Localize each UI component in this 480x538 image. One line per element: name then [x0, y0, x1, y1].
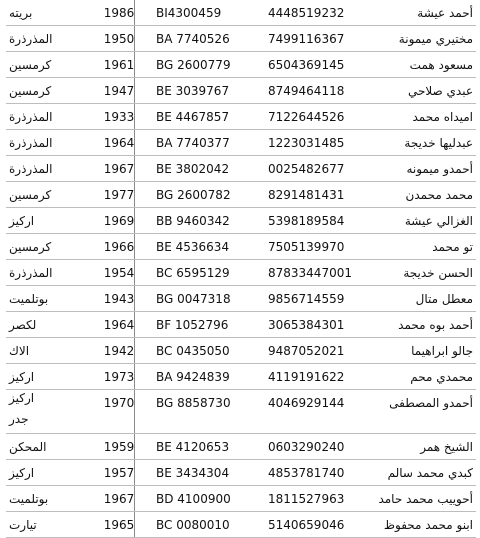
birthplace-cell: المذرذرة — [9, 110, 53, 124]
birthplace-cell: بوتلميت — [9, 292, 49, 306]
document-number-cell: BE 3039767 — [156, 84, 230, 98]
birth-year-cell: 1933 — [103, 110, 135, 124]
birthplace-cell: المحكن — [9, 440, 47, 454]
full-name-cell: الغزالي عيشة — [404, 214, 473, 228]
birth-year-cell: 1964 — [103, 318, 135, 332]
birthplace-cell: كرمسين — [9, 188, 52, 202]
document-number-cell: BE 3434304 — [156, 466, 230, 480]
document-number-cell: BE 4536634 — [156, 240, 230, 254]
table-row — [6, 78, 476, 104]
document-number-cell: BF 1052796 — [156, 318, 229, 332]
birth-year-cell: 1942 — [103, 344, 135, 358]
full-name-cell: أحوييب محمد حامد — [378, 492, 473, 506]
table-row — [6, 0, 476, 26]
full-name-cell: كبدي محمد سالم — [387, 466, 473, 480]
full-name-cell: معطل متال — [415, 292, 473, 306]
birthplace-cell: المذرذرة — [9, 162, 53, 176]
full-name-cell: تو محمد — [432, 240, 473, 254]
birth-year-cell: 1966 — [103, 240, 135, 254]
birth-year-cell: 1986 — [103, 6, 135, 20]
birth-year-cell: 1961 — [103, 58, 135, 72]
table-row — [6, 512, 476, 538]
birth-year-cell: 1969 — [103, 214, 135, 228]
document-number-cell: BA 7740377 — [156, 136, 230, 150]
full-name-cell: محمد محمدن — [405, 188, 473, 202]
table-row — [6, 260, 476, 286]
full-name-cell: الحسن خديجة — [403, 266, 473, 280]
birthplace-cell: بريته — [9, 6, 33, 20]
birth-year-cell: 1967 — [103, 492, 135, 506]
document-number-cell: BC 0080010 — [156, 518, 230, 532]
national-id-cell: 0603290240 — [268, 440, 345, 454]
document-number-cell: BG 8858730 — [156, 396, 231, 410]
birthplace-cell: المذرذرة — [9, 266, 53, 280]
birthplace-cell: المذرذرة — [9, 136, 53, 150]
birth-year-cell: 1977 — [103, 188, 135, 202]
table-row — [6, 486, 476, 512]
national-id-cell: 1811527963 — [268, 492, 345, 506]
document-number-cell: BB 9460342 — [156, 214, 230, 228]
national-id-cell: 7499116367 — [268, 32, 345, 46]
full-name-cell: مختيري ميمونة — [398, 32, 473, 46]
full-name-cell: أحمدو المصطفى — [389, 396, 473, 410]
national-id-cell: 7122644526 — [268, 110, 345, 124]
table-row — [6, 312, 476, 338]
birthplace-cell: اركيز — [9, 466, 35, 480]
table-row — [6, 460, 476, 486]
document-number-cell: BG 2600779 — [156, 58, 231, 72]
national-id-cell: 8291481431 — [268, 188, 345, 202]
birthplace-cell: المذرذرة — [9, 32, 53, 46]
birth-year-cell: 1973 — [103, 370, 135, 384]
national-id-cell: 4853781740 — [268, 466, 345, 480]
table-row — [6, 234, 476, 260]
birth-year-cell: 1957 — [103, 466, 135, 480]
full-name-cell: أحمد عيشة — [417, 6, 473, 20]
national-id-cell: 9487052021 — [268, 344, 345, 358]
birth-year-cell: 1970 — [103, 396, 135, 410]
document-number-cell: BE 4467857 — [156, 110, 230, 124]
document-number-cell: BG 2600782 — [156, 188, 231, 202]
birth-year-cell: 1959 — [103, 440, 135, 454]
document-number-cell: BI4300459 — [156, 6, 222, 20]
birthplace-cell: لكصر — [9, 318, 37, 332]
national-id-cell: 4119191622 — [268, 370, 345, 384]
birthplace-cell: كرمسين — [9, 58, 52, 72]
table-row — [6, 434, 476, 460]
document-number-cell: BG 0047318 — [156, 292, 231, 306]
table-row — [6, 104, 476, 130]
birthplace-cell-second-line: جدر — [9, 412, 29, 426]
table-row — [6, 286, 476, 312]
national-id-cell: 7505139970 — [268, 240, 345, 254]
birthplace-cell: اركيز — [9, 391, 35, 405]
full-name-cell: مسعود همت — [409, 58, 473, 72]
full-name-cell: عبدي صلاحي — [407, 84, 473, 98]
birth-year-cell: 1947 — [103, 84, 135, 98]
document-number-cell: BC 0435050 — [156, 344, 230, 358]
records-table — [6, 0, 476, 538]
table-row — [6, 208, 476, 234]
document-number-cell: BA 9424839 — [156, 370, 230, 384]
birth-year-cell: 1943 — [103, 292, 135, 306]
birth-year-cell: 1964 — [103, 136, 135, 150]
document-number-cell: BD 4100900 — [156, 492, 231, 506]
birthplace-cell: بوتلميت — [9, 492, 49, 506]
birthplace-cell: تيارت — [9, 518, 37, 532]
table-row — [6, 182, 476, 208]
table-row — [6, 26, 476, 52]
national-id-cell: 87833447001 — [268, 266, 352, 280]
full-name-cell: ابنو محمد محفوظ — [383, 518, 473, 532]
birth-year-cell: 1950 — [103, 32, 135, 46]
birthplace-cell: اركيز — [9, 214, 35, 228]
full-name-cell: محمدي محم — [410, 370, 473, 384]
national-id-cell: 3065384301 — [268, 318, 345, 332]
birth-year-cell: 1965 — [103, 518, 135, 532]
birth-year-cell: 1954 — [103, 266, 135, 280]
table-row — [6, 130, 476, 156]
birthplace-cell: اركيز — [9, 370, 35, 384]
national-id-cell: 0025482677 — [268, 162, 345, 176]
national-id-cell: 4448519232 — [268, 6, 345, 20]
birthplace-cell: كرمسين — [9, 84, 52, 98]
birthplace-cell: كرمسين — [9, 240, 52, 254]
full-name-cell: الشيخ همر — [420, 440, 473, 454]
national-id-cell: 5140659046 — [268, 518, 345, 532]
document-number-cell: BA 7740526 — [156, 32, 230, 46]
birthplace-cell: الاك — [9, 344, 30, 358]
national-id-cell: 4046929144 — [268, 396, 345, 410]
full-name-cell: عبدليها خديجة — [404, 136, 473, 150]
national-id-cell: 9856714559 — [268, 292, 345, 306]
full-name-cell: اميداه محمد — [412, 110, 473, 124]
document-number-cell: BC 6595129 — [156, 266, 230, 280]
full-name-cell: أحمدو ميمونه — [406, 162, 473, 176]
full-name-cell: أحمد بوه محمد — [398, 318, 473, 332]
table-row — [6, 390, 476, 434]
national-id-cell: 8749464118 — [268, 84, 345, 98]
table-row — [6, 338, 476, 364]
full-name-cell: جالو ابراهيما — [411, 344, 473, 358]
national-id-cell: 5398189584 — [268, 214, 345, 228]
national-id-cell: 1223031485 — [268, 136, 345, 150]
table-row — [6, 156, 476, 182]
document-number-cell: BE 4120653 — [156, 440, 230, 454]
table-row — [6, 52, 476, 78]
national-id-cell: 6504369145 — [268, 58, 345, 72]
table-row — [6, 364, 476, 390]
birth-year-cell: 1967 — [103, 162, 135, 176]
document-number-cell: BE 3802042 — [156, 162, 230, 176]
